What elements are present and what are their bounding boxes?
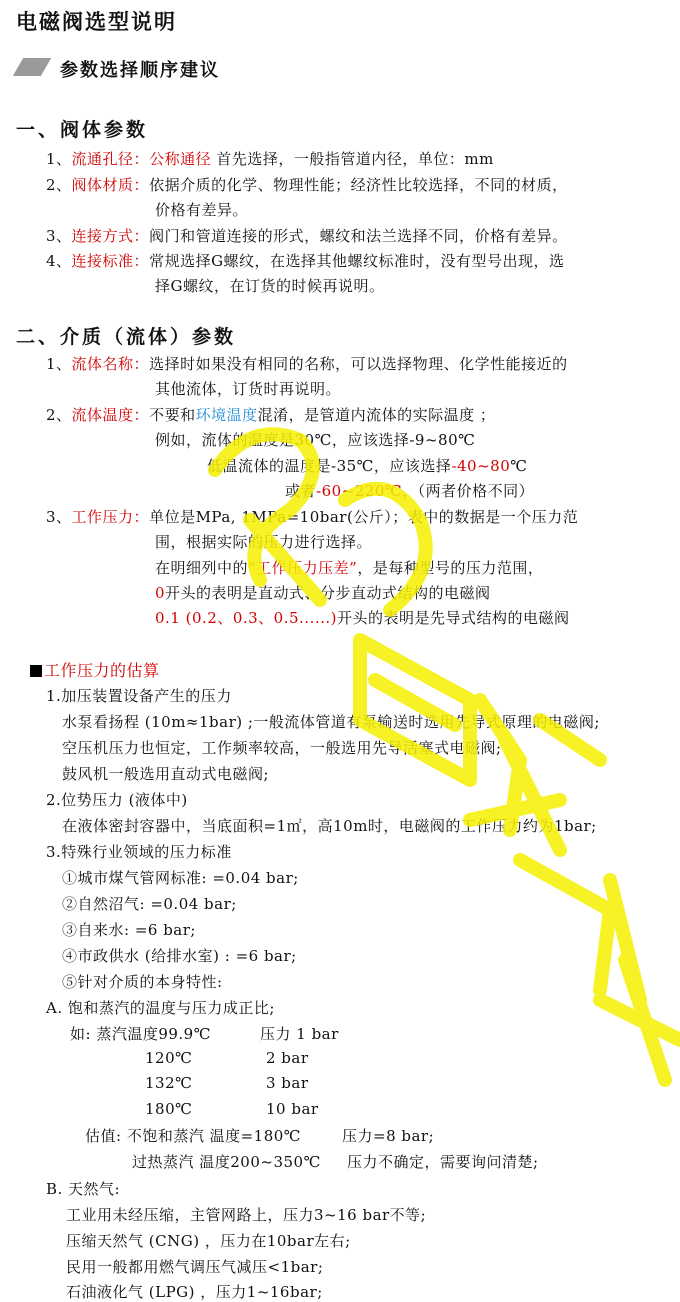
- s2-item-3: 3、工作压力：单位是MPa, 1MPa=10bar(公斤）；表中的数据是一个压力范: [46, 508, 579, 526]
- estimate-superheated: 过热蒸汽 温度200~350℃: [132, 1153, 321, 1171]
- steam-temp-2: 132℃: [145, 1074, 193, 1092]
- s1-item-1: 1、流通孔径：公称通径 首先选择，一般指管道内径，单位：mm: [46, 150, 494, 168]
- gas-line-0: B. 天然气:: [46, 1180, 121, 1198]
- steam-pressure-0: 压力 1 bar: [260, 1025, 339, 1043]
- est-line-1: 水泵看扬程 (10m≈1bar) ;一般流体管道有泵输送时选用先导式原理的电磁阀;: [62, 713, 600, 731]
- est-line-12: A. 饱和蒸汽的温度与压力成正比;: [46, 999, 275, 1017]
- gas-line-4: 石油液化气 (LPG) ，压力1~16bar;: [66, 1283, 323, 1301]
- steam-temp-0: 如: 蒸汽温度99.9℃: [70, 1025, 212, 1043]
- s1-item-2: 2、阀体材质：依据介质的化学、物理性能；经济性比较选择，不同的材质，: [46, 176, 568, 194]
- s2-item-1: 1、流体名称：选择时如果没有相同的名称，可以选择物理、化学性能接近的: [46, 355, 568, 373]
- s2-item-3-line3: 在明细列中的“工作压力压差”，是每种型号的压力范围，: [155, 559, 544, 577]
- section2-heading: 二、介质（流体）参数: [16, 326, 237, 348]
- section1-heading: 一、阀体参数: [16, 119, 149, 141]
- s2-item-3-line4: 0开头的表明是直动式、分步直动式结构的电磁阀: [155, 584, 491, 602]
- square-bullet-icon: [30, 665, 42, 677]
- estimate-unsaturated-pressure: 压力=8 bar;: [342, 1127, 435, 1145]
- steam-pressure-1: 2 bar: [266, 1049, 309, 1067]
- s2-item-2-example-1: 例如，流体的温度是30℃，应该选择-9~80℃: [155, 431, 476, 449]
- est-line-7: ①城市煤气管网标准: =0.04 bar;: [62, 869, 299, 887]
- steam-pressure-2: 3 bar: [266, 1074, 309, 1092]
- steam-temp-1: 120℃: [145, 1049, 193, 1067]
- s2-item-3-line5: 0.1 (0.2、0.3、0.5......)开头的表明是先导式结构的电磁阀: [155, 609, 570, 627]
- s2-item-2-example-2: 低温流体的温度是-35℃，应该选择-40~80℃: [207, 457, 528, 475]
- steam-pressure-3: 10 bar: [266, 1100, 319, 1118]
- section-badge-icon: [13, 58, 51, 76]
- est-line-2: 空压机压力也恒定，工作频率较高，一般选用先导活塞式电磁阀;: [62, 739, 502, 757]
- s1-item-4: 4、连接标准：常规选择G螺纹，在选择其他螺纹标准时，没有型号出现，选: [46, 252, 565, 270]
- gas-line-1: 工业用未经压缩，主管网路上，压力3~16 bar不等;: [66, 1206, 427, 1224]
- s1-item-2-cont: 价格有差异。: [155, 201, 249, 219]
- est-line-8: ②自然沼气: =0.04 bar;: [62, 895, 237, 913]
- s1-item-3: 3、连接方式：阀门和管道连接的形式，螺纹和法兰选择不同，价格有差异。: [46, 227, 568, 245]
- est-line-3: 鼓风机一般选用直动式电磁阀;: [62, 765, 270, 783]
- est-line-5: 在液体密封容器中，当底面积=1㎡，高10m时，电磁阀的工作压力约为1bar;: [62, 817, 597, 835]
- s2-item-1-cont: 其他流体，订货时再说明。: [155, 380, 342, 398]
- estimate-superheated-pressure: 压力不确定，需要询问清楚;: [347, 1153, 539, 1171]
- estimate-heading: 工作压力的估算: [30, 658, 160, 681]
- steam-temp-3: 180℃: [145, 1100, 193, 1118]
- s2-item-2: 2、流体温度：不要和环境温度混淆，是管道内流体的实际温度 ；: [46, 406, 496, 424]
- s1-item-4-cont: 择G螺纹，在订货的时候再说明。: [155, 277, 385, 295]
- gas-line-2: 压缩天然气 (CNG) ，压力在10bar左右;: [66, 1232, 351, 1250]
- est-line-4: 2.位势压力 (液体中): [46, 791, 188, 809]
- est-line-11: ⑤针对介质的本身特性:: [62, 973, 223, 991]
- est-line-6: 3.特殊行业领域的压力标准: [46, 843, 232, 861]
- s2-item-3-cont: 围，根据实际的压力进行选择。: [155, 533, 373, 551]
- est-line-10: ④市政供水 (给排水室) : =6 bar;: [62, 947, 297, 965]
- page-subtitle: 参数选择顺序建议: [60, 60, 220, 81]
- s2-item-2-example-3: 或者-60~220℃，（两者价格不同）: [285, 482, 535, 500]
- page-title: 电磁阀选型说明: [16, 10, 177, 34]
- estimate-unsaturated: 估值: 不饱和蒸汽 温度=180℃: [85, 1127, 302, 1145]
- est-line-0: 1.加压装置设备产生的压力: [46, 687, 232, 705]
- gas-line-3: 民用一般都用燃气调压气减压<1bar;: [66, 1258, 324, 1276]
- est-line-9: ③自来水: =6 bar;: [62, 921, 196, 939]
